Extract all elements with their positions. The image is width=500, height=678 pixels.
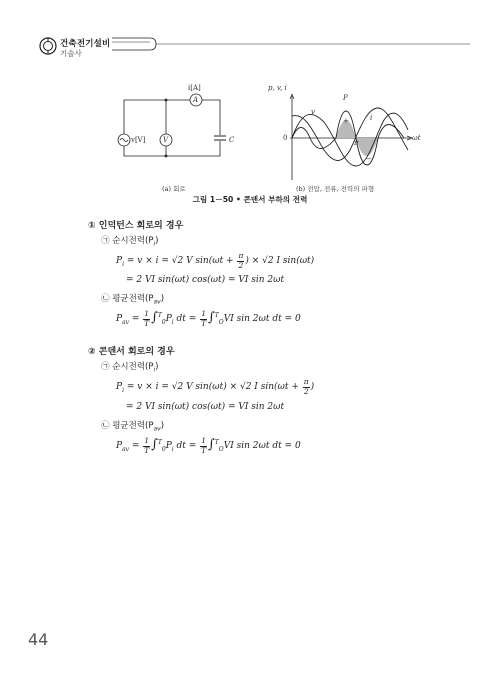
circuit-diagram — [110, 82, 240, 182]
eq1-line2: = 2 VI sin(ωt) cos(ωt) = VI sin 2ωt — [126, 275, 285, 285]
waveform-diagram — [280, 90, 420, 184]
plus-label: + — [343, 117, 349, 125]
origin-label: 0 — [283, 134, 288, 142]
eq4: $P_{av}$ = $\frac{1}{T}$ $\int^T_0P_i$ dt = $\frac{1}{T}$ ∫$^T_O$VI sin 2ωt dt = 0 — [116, 436, 301, 455]
section1-average-heading: ㉡ 평균전력$(P_{av})$ — [101, 294, 165, 306]
x-axis-label: ωt — [412, 134, 421, 142]
eq2: $P_{av}$ = $\frac{1}{T}$ $\int^T_0P_i$ dt = $\frac{1}{T}$ ∫$^T_O$VI sin 2ωt dt = 0 — [116, 309, 301, 328]
header-subtitle: 기술사 — [60, 49, 82, 58]
ammeter-label: i[A] — [188, 84, 201, 92]
header-title: 건축전기설비 — [60, 39, 111, 49]
capacitor-label: C — [229, 136, 235, 144]
circuit-caption: (a) 회로 — [162, 185, 186, 193]
i-label: i — [370, 114, 373, 122]
minus-label: − — [366, 155, 372, 163]
v-label: v — [311, 108, 315, 116]
section1-title: ① 인덕턴스 회로의 경우 — [88, 221, 184, 231]
figure-caption: 그림 1－50 • 콘덴서 부하의 전력 — [192, 195, 308, 204]
pi-label: π — [354, 139, 359, 147]
p-label: P — [343, 94, 348, 102]
page-number: 44 — [28, 630, 49, 649]
y-axis-label: p, v, i — [268, 84, 287, 92]
source-label: v[V] — [131, 136, 146, 144]
ammeter-symbol: A — [193, 96, 199, 104]
section2-average-heading: ㉡ 평균전력$(P_{av})$ — [101, 421, 165, 433]
eq3-line2: = 2 VI sin(ωt) cos(ωt) = VI sin 2ωt — [126, 402, 285, 412]
section1-instant-heading: ㉠ 순시전력$(P_i)$ — [101, 236, 159, 248]
eq3-line1: $P_i = v \times i = √2$ V sin(ωt) × √2 I sin(ωt + $\frac{\pi}{2}$ ) — [116, 377, 315, 396]
section2-instant-heading: ㉠ 순시전력$(P_i)$ — [101, 362, 159, 374]
eq1-line1: $P_i = v \times i = √2$ V sin(ωt + $\frac{\pi}{2}$ ) × √2 I sin(ωt) — [116, 251, 315, 270]
header-rule — [0, 30, 500, 60]
section2-title: ② 콘덴서 회로의 경우 — [88, 347, 175, 357]
waveform-caption: (b) 전압, 전류, 전력의 파형 — [296, 185, 375, 193]
voltmeter-symbol: V — [163, 136, 169, 144]
